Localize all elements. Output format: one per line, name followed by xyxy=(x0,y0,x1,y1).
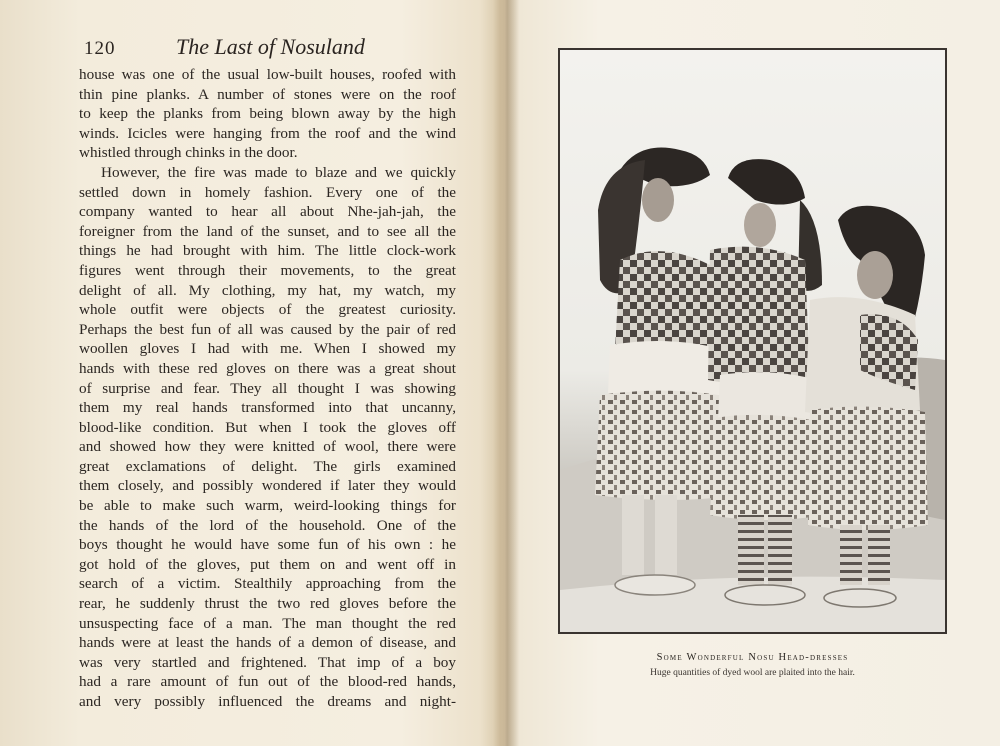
text-line: and very possibly influenced the dreams and night- xyxy=(79,693,456,710)
text-line: got hold of the gloves, put them on and went off in xyxy=(79,555,456,573)
text-line: house was one of the usual low-built houses, roofed with xyxy=(79,66,456,83)
text-line: them closely, and possibly wondered if later they would xyxy=(79,477,456,495)
text-line: settled down in homely fashion. Every one of the xyxy=(79,183,456,201)
text-line: company wanted to hear all about Nhe-jah-jah, the xyxy=(79,203,456,221)
text-line: rear, he suddenly thrust the two red gloves before the xyxy=(79,595,456,613)
plate-caption-subtitle: Huge quantities of dyed wool are plaited into the hair. xyxy=(650,668,855,678)
text-line: Perhaps the best fun of all was caused by the pair of red xyxy=(79,320,456,338)
text-line: However, the fire was made to blaze and we quickly xyxy=(101,163,456,181)
book-title: The Last of Nosuland xyxy=(176,34,365,59)
text-line: search of a victim. Stealthily approaching from the xyxy=(79,575,456,593)
text-line: was very startled and frightened. That imp of a boy xyxy=(79,653,456,671)
text-line: them my real hands transformed into that uncanny, xyxy=(79,399,456,417)
text-line: whole outfit were objects of the greatest curiosity. xyxy=(79,301,456,319)
text-line: had a rare amount of fun out of the blood-red hands, xyxy=(79,673,456,691)
text-line: hands with these red gloves on there was a great shout xyxy=(79,359,456,377)
body-text xyxy=(79,65,456,712)
page-number: 120 xyxy=(84,38,116,59)
text-line: the hands of the lord of the household. One of the xyxy=(79,516,456,534)
text-line: winds. Icicles were hanging from the roof and the wind xyxy=(79,124,456,142)
text-line: whistled through chinks in the door. xyxy=(79,144,298,162)
text-line: hands were at least the hands of a demon of disease, and xyxy=(79,634,456,652)
text-line: delight of all. My clothing, my hat, my watch, my xyxy=(79,281,456,299)
photograph-three-nosu-girls xyxy=(560,50,945,632)
text-line: foreigner from the land of the sunset, and to see all the xyxy=(79,222,456,240)
text-line: things he had brought with him. The little clock-work xyxy=(79,242,456,260)
text-line: and showed how they were knitted of wool, there were xyxy=(79,438,456,456)
running-head xyxy=(84,34,464,62)
plate-caption-title: Some Wonderful Nosu Head-dresses xyxy=(656,652,849,663)
text-line: figures went through their movements, to the great xyxy=(79,261,456,279)
text-line: boys thought he would have some fun of his own : he xyxy=(79,536,456,554)
text-line: unsuspecting face of a man. The man thought the red xyxy=(79,614,456,632)
text-line: be able to make such warm, weird-looking things for xyxy=(79,497,456,515)
text-line: blood-like condition. But when I took the gloves off xyxy=(79,418,456,436)
text-line: to keep the planks from being blown away by the high xyxy=(79,105,456,123)
text-line: thin pine planks. A number of stones were on the roof xyxy=(79,85,456,103)
text-line: woollen gloves I had with me. When I showed my xyxy=(79,340,456,358)
text-line: great exclamations of delight. The girls examined xyxy=(79,457,456,475)
photo-plate xyxy=(558,48,947,634)
text-line: of surprise and fear. They all thought I was showing xyxy=(79,379,456,397)
